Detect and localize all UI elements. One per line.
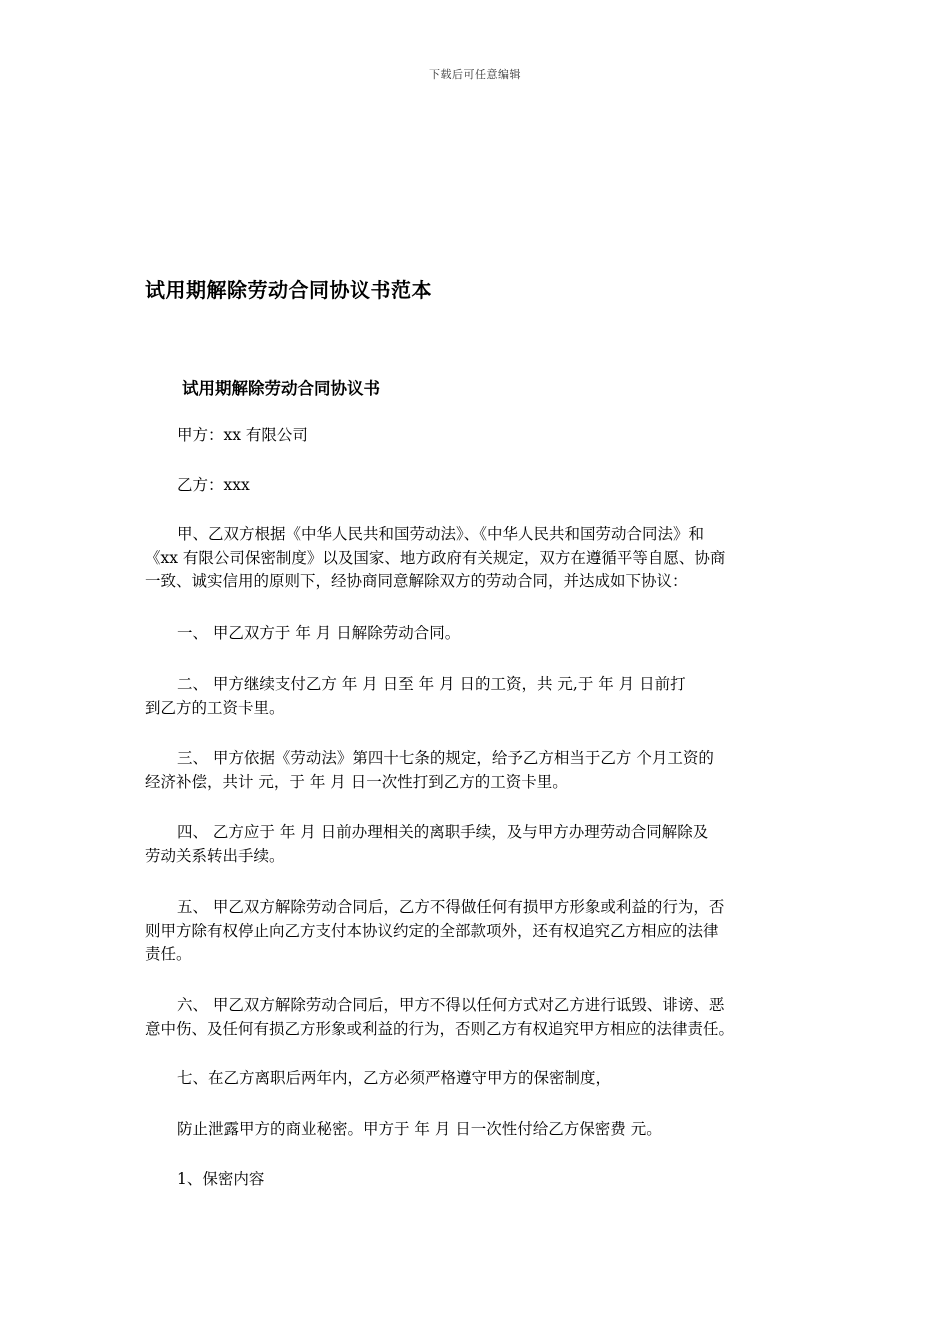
clause-7-continued: 防止泄露甲方的商业秘密。甲方于 年 月 日一次性付给乙方保密费 元。	[177, 1120, 662, 1138]
clause-7: 七、在乙方离职后两年内，乙方必须严格遵守甲方的保密制度，	[177, 1069, 612, 1087]
document-title: 试用期解除劳动合同协议书范本	[145, 278, 432, 302]
clause-2	[145, 673, 805, 720]
party-a: 甲方：xx 有限公司	[177, 426, 308, 444]
agreement-subtitle: 试用期解除劳动合同协议书	[182, 379, 380, 398]
clause-4	[145, 821, 805, 868]
clause-line: 二、 甲方继续支付乙方 年 月 日至 年 月 日的工资，共 元,于 年 月 日前打	[177, 675, 686, 693]
confidential-content-heading: 1、保密内容	[177, 1170, 265, 1188]
clause-line: 则甲方除有权停止向乙方支付本协议约定的全部款项外，还有权追究乙方相应的法律	[145, 921, 719, 940]
clause-line: 一、 甲乙双方于 年 月 日解除劳动合同。	[177, 624, 461, 642]
intro-line: 一致、诚实信用的原则下，经协商同意解除双方的劳动合同，并达成如下协议：	[145, 572, 688, 590]
intro-line: 甲、乙双方根据《中华人民共和国劳动法》、《中华人民共和国劳动合同法》和	[177, 525, 705, 543]
clause-5	[145, 896, 805, 967]
clause-line: 劳动关系转出手续。	[145, 846, 285, 865]
clause-3	[145, 747, 805, 794]
intro-paragraph	[145, 523, 805, 594]
clause-line: 四、 乙方应于 年 月 日前办理相关的离职手续，及与甲方办理劳动合同解除及	[177, 823, 709, 841]
clause-6	[145, 994, 805, 1041]
clause-line: 五、 甲乙双方解除劳动合同后，乙方不得做任何有损甲方形象或利益的行为，否	[177, 898, 725, 916]
clause-line: 三、 甲方依据《劳动法》第四十七条的规定，给予乙方相当于乙方 个月工资的	[177, 749, 714, 767]
clause-1	[145, 622, 805, 646]
clause-line: 到乙方的工资卡里。	[145, 698, 285, 717]
clause-line: 意中伤、及任何有损乙方形象或利益的行为，否则乙方有权追究甲方相应的法律责任。	[145, 1019, 735, 1038]
intro-line: 《xx 有限公司保密制度》以及国家、地方政府有关规定，双方在遵循平等自愿、协商	[145, 548, 726, 567]
party-b: 乙方：xxx	[177, 476, 250, 494]
clause-line: 经济补偿，共计 元，于 年 月 日一次性打到乙方的工资卡里。	[145, 772, 568, 791]
clause-line: 责任。	[145, 945, 192, 963]
clause-line: 六、 甲乙双方解除劳动合同后，甲方不得以任何方式对乙方进行诋毁、诽谤、恶	[177, 996, 725, 1014]
header-note: 下载后可任意编辑	[429, 68, 521, 81]
